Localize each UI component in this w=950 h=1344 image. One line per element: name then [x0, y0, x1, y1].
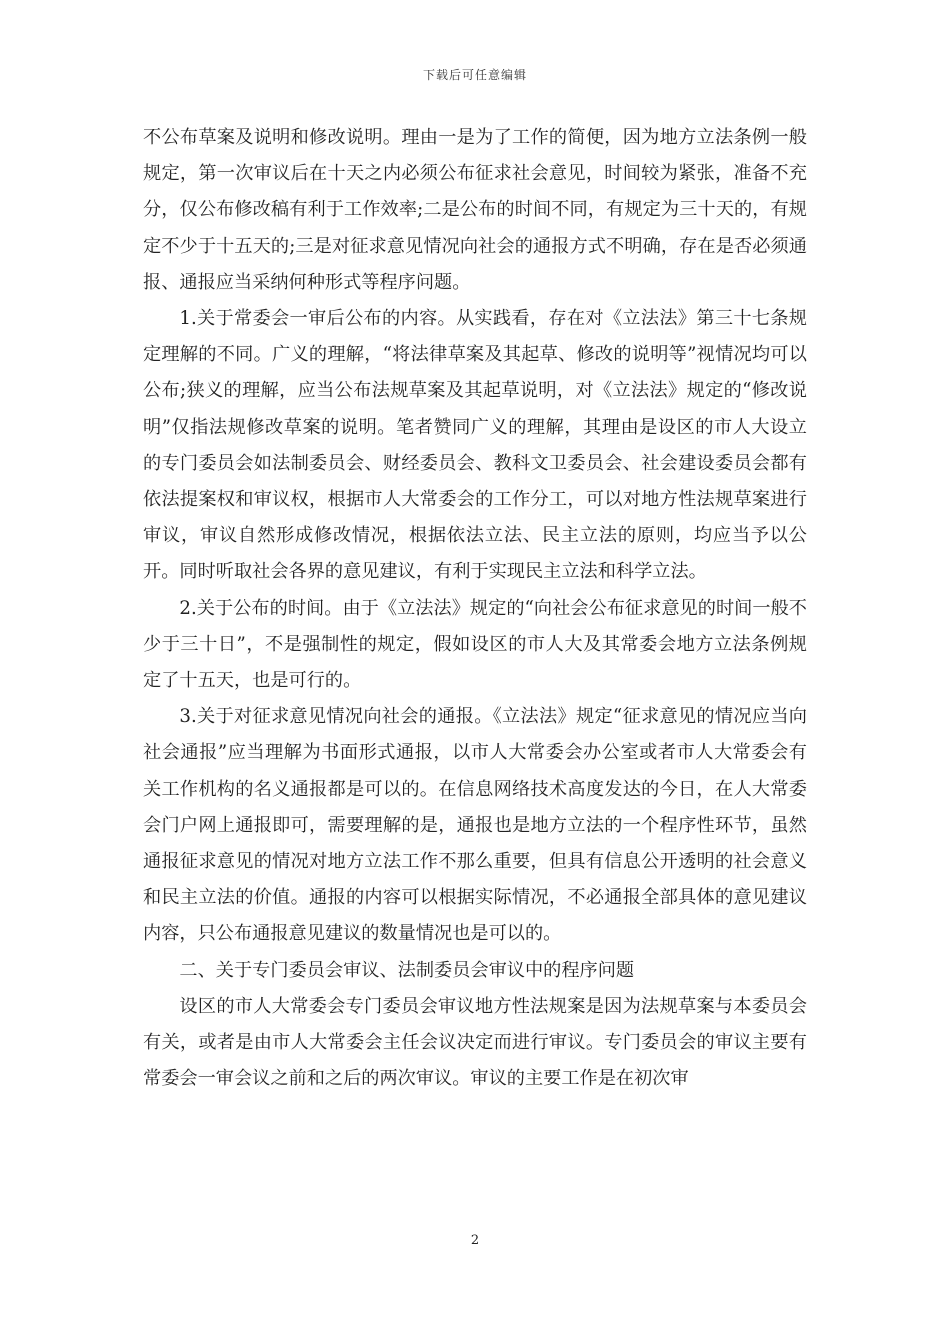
- page-number: 2: [470, 1233, 480, 1248]
- paragraph-1: 不公布草案及说明和修改说明。理由一是为了工作的简便，因为地方立法条例一般规定，第一次审议后在十天之内必须公布征求社会意见，时间较为紧张，准备不充分，仅公布修改稿有利于工作效率;二是公布的时间不同，有规定为三十天的，有规定不少于十五天的;三是对征求意见情况向社会的通报方式不明确，存在是否必须通报、通报应当采纳何种形式等程序问题。: [143, 127, 807, 293]
- paragraph-3: 2.关于公布的时间。由于《立法法》规定的“向社会公布征求意见的时间一般不少于三十日”，不是强制性的规定，假如设区的市人大及其常委会地方立法条例规定了十五天，也是可行的。: [143, 597, 807, 692]
- page-header: 下载后可任意编辑: [422, 68, 527, 82]
- paragraph-2: 1.关于常委会一审后公布的内容。从实践看，存在对《立法法》第三十七条规定理解的不同。广义的理解，“将法律草案及其起草、修改的说明等”视情况均可以公布;狭义的理解，应当公布法规草案及其起草说明，对《立法法》规定的“修改说明”仅指法规修改草案的说明。笔者赞同广义的理解，其理由是设区的市人大设立的专门委员会如法制委员会、财经委员会、教科文卫委员会、社会建设委员会都有依法提案权和审议权，根据市人大常委会的工作分工，可以对地方性法规草案进行审议，审议自然形成修改情况，根据依法立法、民主立法的原则，均应当予以公开。同时听取社会各界的意见建议，有利于实现民主立法和科学立法。: [143, 308, 807, 583]
- paragraph-5: 设区的市人大常委会专门委员会审议地方性法规案是因为法规草案与本委员会有关，或者是由市人大常委会主任会议决定而进行审议。专门委员会的审议主要有常委会一审会议之前和之后的两次审议。审议的主要工作是在初次审: [143, 995, 807, 1090]
- document-body: [143, 120, 807, 1097]
- paragraph-4: 3.关于对征求意见情况向社会的通报。《立法法》规定“征求意见的情况应当向社会通报”应当理解为书面形式通报，以市人大常委会办公室或者市人大常委会有关工作机构的名义通报都是可以的。在信息网络技术高度发达的今日，在人大常委会门户网上通报即可，需要理解的是，通报也是地方立法的一个程序性环节，虽然通报征求意见的情况对地方立法工作不那么重要，但具有信息公开透明的社会意义和民主立法的价值。通报的内容可以根据实际情况，不必通报全部具体的意见建议内容，只公布通报意见建议的数量情况也是可以的。: [143, 706, 807, 945]
- section-heading: 二、关于专门委员会审议、法制委员会审议中的程序问题: [179, 959, 635, 981]
